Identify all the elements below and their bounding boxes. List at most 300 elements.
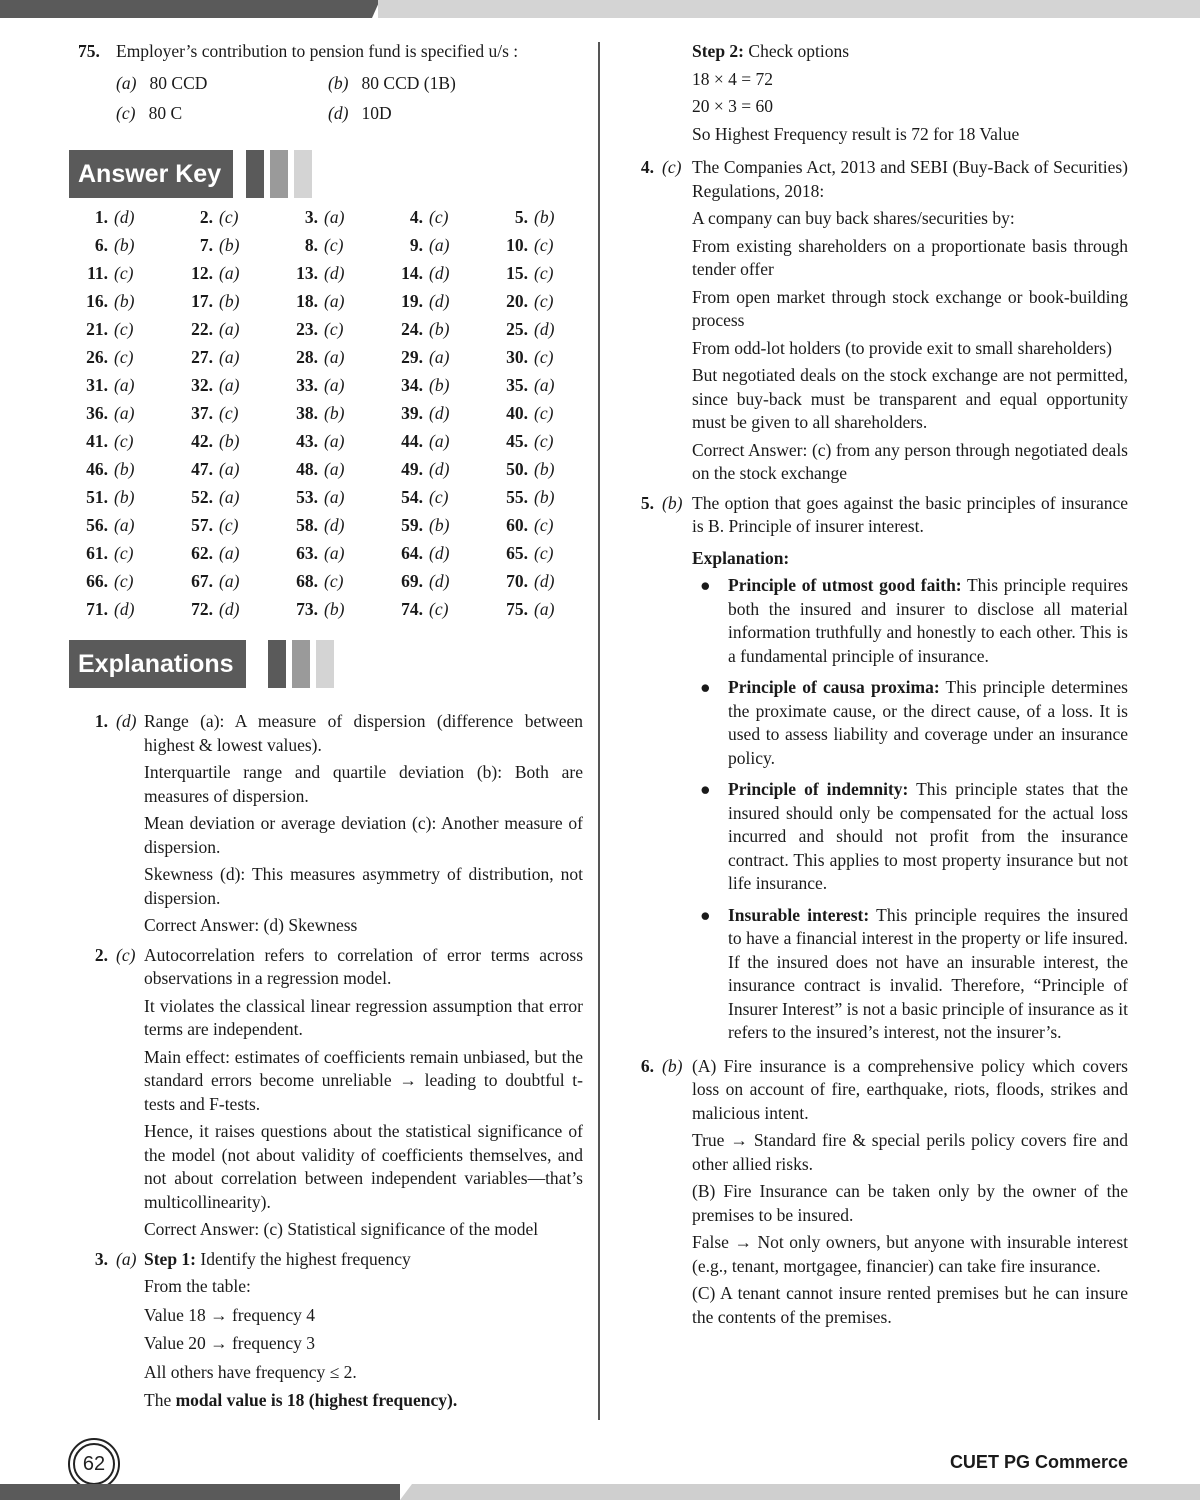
answer-key-letter: (a) — [219, 459, 240, 479]
answer-key-number: 39. — [401, 403, 423, 423]
answer-key-letter: (b) — [114, 487, 135, 507]
column-divider — [598, 42, 600, 1420]
answer-key-table — [78, 206, 568, 626]
answer-key-letter: (d) — [219, 599, 240, 619]
answer-key-number: 13. — [296, 263, 318, 283]
answer-key-cell — [183, 514, 238, 538]
answer-key-cell — [288, 598, 344, 622]
explanation-answer: (a) — [116, 1248, 137, 1269]
answer-key-letter: (c) — [114, 347, 134, 367]
option-a: (a) 80 CCD — [116, 73, 208, 93]
answer-key-cell — [393, 234, 449, 258]
answer-key-number: 50. — [506, 459, 528, 479]
answer-key-number: 47. — [191, 459, 213, 479]
explanation-5 — [636, 492, 1128, 1045]
answer-key-cell — [183, 374, 239, 398]
answer-key-cell — [78, 430, 133, 454]
answer-key-letter: (a) — [324, 487, 345, 507]
explanation-3-continued — [692, 40, 1128, 146]
answer-key-row — [78, 290, 568, 318]
answer-key-cell — [288, 542, 344, 566]
explanation-paragraph: Correct Answer: (c) Statistical significance of the model — [144, 1219, 539, 1239]
answer-key-number: 74. — [401, 599, 423, 619]
answer-key-number: 14. — [401, 263, 423, 283]
answer-key-letter: (c) — [429, 599, 449, 619]
answer-key-title: Answer Key — [69, 150, 233, 198]
answer-key-number: 27. — [191, 347, 213, 367]
answer-key-letter: (b) — [534, 487, 555, 507]
answer-key-cell — [288, 290, 344, 314]
answer-key-cell — [288, 346, 344, 370]
answer-key-letter: (b) — [429, 515, 450, 535]
answer-key-number: 61. — [86, 543, 108, 563]
answer-key-number: 4. — [409, 207, 423, 227]
answer-key-number: 56. — [86, 515, 108, 535]
answer-key-letter: (c) — [534, 263, 554, 283]
explanation-number: 3. — [94, 1248, 108, 1269]
answer-key-number: 6. — [94, 235, 108, 255]
answer-key-cell — [393, 486, 448, 510]
answer-key-number: 65. — [506, 543, 528, 563]
answer-key-letter: (a) — [114, 403, 135, 423]
explanation-paragraph: Interquartile range and quartile deviation (b): Both are measures of dispersion. — [144, 762, 583, 806]
answer-key-number: 62. — [191, 543, 213, 563]
answer-key-cell — [78, 234, 134, 258]
option-b: (b) 80 CCD (1B) — [328, 73, 456, 93]
answer-key-letter: (c) — [114, 543, 134, 563]
answer-key-letter: (c) — [219, 515, 239, 535]
answer-key-letter: (a) — [219, 319, 240, 339]
answer-key-number: 38. — [296, 403, 318, 423]
answer-key-cell — [498, 290, 553, 314]
explanation-3 — [78, 1248, 583, 1413]
explanation-answer: (b) — [662, 1055, 683, 1076]
answer-key-cell — [78, 346, 133, 370]
explanation-paragraph: Skewness (d): This measures asymmetry of distribution, not dispersion. — [144, 864, 583, 908]
header-stripe — [294, 150, 312, 198]
answer-key-cell — [288, 430, 344, 454]
top-bar-dark — [0, 0, 380, 18]
answer-key-number: 22. — [191, 319, 213, 339]
answer-key-row — [78, 262, 568, 290]
answer-key-cell — [393, 542, 449, 566]
answer-key-letter: (b) — [219, 291, 240, 311]
bottom-bar-light — [400, 1484, 1200, 1500]
answer-key-number: 25. — [506, 319, 528, 339]
answer-key-cell — [498, 598, 554, 622]
answer-key-number: 7. — [199, 235, 213, 255]
answer-key-letter: (b) — [429, 375, 450, 395]
answer-key-letter: (a) — [534, 599, 555, 619]
answer-key-number: 28. — [296, 347, 318, 367]
bullet-item: ● Principle of indemnity: This principle states that the insured should only be compensated for the actual loss incurred and should not profit from the insurance contract. This applies to most property insurance but not life insurance. — [700, 779, 1128, 893]
answer-key-cell — [393, 318, 449, 342]
step-1: Step 1: Identify the highest frequency — [144, 1248, 411, 1269]
answer-key-letter: (a) — [429, 347, 450, 367]
answer-key-number: 51. — [86, 487, 108, 507]
answer-key-letter: (a) — [114, 515, 135, 535]
answer-key-letter: (b) — [534, 207, 555, 227]
answer-key-cell — [288, 486, 344, 510]
answer-key-number: 37. — [191, 403, 213, 423]
answer-key-number: 40. — [506, 403, 528, 423]
answer-key-cell — [498, 206, 554, 230]
answer-key-letter: (c) — [534, 431, 554, 451]
explanation-answer: (d) — [116, 711, 137, 731]
explanation-paragraph: From odd-lot holders (to provide exit to small shareholders) — [692, 337, 1112, 358]
answer-key-number: 24. — [401, 319, 423, 339]
answer-key-letter: (a) — [324, 347, 345, 367]
answer-key-number: 48. — [296, 459, 318, 479]
answer-key-letter: (b) — [114, 291, 135, 311]
answer-key-letter: (c) — [534, 347, 554, 367]
answer-key-letter: (d) — [429, 543, 450, 563]
answer-key-row — [78, 514, 568, 542]
answer-key-cell — [78, 514, 134, 538]
explanation-paragraph: Main effect: estimates of coefficients remain unbiased, but the standard errors become unreliable → leading to doubtful t-tests and F-tests. — [144, 1046, 583, 1114]
answer-key-number: 30. — [506, 347, 528, 367]
answer-key-letter: (a) — [219, 263, 240, 283]
answer-key-row — [78, 542, 568, 570]
explanation-paragraph: (A) Fire insurance is a comprehensive policy which covers loss on account of fire, earthquake, riots, floods, strikes and malicious intent. — [692, 1055, 1128, 1123]
answer-key-letter: (a) — [324, 459, 345, 479]
answer-key-cell — [288, 234, 343, 258]
answer-key-cell — [498, 514, 553, 538]
page-number: 62 — [73, 1443, 115, 1485]
answer-key-cell — [498, 374, 554, 398]
step-2: Step 2: Check options — [692, 41, 850, 61]
answer-key-row — [78, 346, 568, 374]
explanation-1 — [78, 710, 583, 938]
answer-key-cell — [183, 262, 239, 286]
answer-key-letter: (b) — [324, 599, 345, 619]
answer-key-number: 70. — [506, 571, 528, 591]
answer-key-cell — [78, 206, 134, 230]
explanation-paragraph: Correct Answer: (d) Skewness — [144, 915, 358, 935]
explanation-paragraph: False → Not only owners, but anyone with insurable interest (e.g., tenant, mortgagee, financier) can take fire insurance. — [692, 1232, 1128, 1276]
answer-key-letter: (d) — [429, 459, 450, 479]
answer-key-number: 46. — [86, 459, 108, 479]
answer-key-cell — [288, 262, 344, 286]
explanation-paragraph: Correct Answer: (c) from any person through negotiated deals on the stock exchange — [692, 439, 1128, 483]
answer-key-cell — [393, 598, 448, 622]
answer-key-number: 2. — [199, 207, 213, 227]
answer-key-row — [78, 458, 568, 486]
answer-key-cell — [288, 570, 343, 594]
option-c: (c) 80 C — [116, 103, 183, 123]
answer-key-cell — [498, 262, 553, 286]
answer-key-letter: (b) — [219, 235, 240, 255]
explanation-paragraph: (B) Fire Insurance can be taken only by the owner of the premises to be insured. — [692, 1181, 1128, 1225]
answer-key-number: 58. — [296, 515, 318, 535]
explanation-paragraph: So Highest Frequency result is 72 for 18 Value — [692, 123, 1020, 144]
answer-key-letter: (c) — [114, 571, 134, 591]
answer-key-number: 71. — [86, 599, 108, 619]
answer-key-number: 42. — [191, 431, 213, 451]
answer-key-cell — [393, 430, 449, 454]
answer-key-number: 49. — [401, 459, 423, 479]
answer-key-letter: (c) — [114, 431, 134, 451]
answer-key-letter: (a) — [324, 207, 345, 227]
question-75 — [78, 40, 583, 136]
answer-key-letter: (a) — [219, 487, 240, 507]
answer-key-number: 67. — [191, 571, 213, 591]
answer-key-letter: (a) — [324, 431, 345, 451]
answer-key-cell — [183, 402, 238, 426]
explanation-number: 6. — [640, 1055, 654, 1076]
answer-key-letter: (c) — [324, 319, 344, 339]
answer-key-letter: (c) — [534, 403, 554, 423]
answer-key-row — [78, 318, 568, 346]
answer-key-cell — [393, 206, 448, 230]
answer-key-number: 31. — [86, 375, 108, 395]
answer-key-cell — [78, 570, 133, 594]
explanation-paragraph: 20 × 3 = 60 — [692, 96, 773, 116]
answer-key-letter: (c) — [219, 403, 239, 423]
answer-key-number: 52. — [191, 487, 213, 507]
answer-key-cell — [498, 486, 554, 510]
answer-key-letter: (c) — [219, 207, 239, 227]
answer-key-number: 5. — [514, 207, 528, 227]
answer-key-cell — [183, 206, 238, 230]
bullet-item: ● Principle of causa proxima: This principle determines the proximate cause, or the direct cause, of a loss. It is used to assess liability and coverage under an insurance policy. — [700, 677, 1128, 768]
answer-key-cell — [393, 402, 449, 426]
answer-key-number: 59. — [401, 515, 423, 535]
bullet-item: ● Insurable interest: This principle requires the insured to have a financial interest in the property or life insured. If the insured does not have an insurable interest, the insurance contract is invalid. Therefore, “Principle of Insurer Interest” is not a basic principle of insurance as it refers to the insured’s interest, not the insurer’s. — [700, 904, 1128, 1042]
header-stripe — [246, 150, 264, 198]
header-stripe — [316, 640, 334, 688]
answer-key-letter: (d) — [429, 403, 450, 423]
answer-key-letter: (c) — [114, 319, 134, 339]
answer-key-cell — [393, 458, 449, 482]
explanation-number: 4. — [640, 157, 654, 177]
answer-key-number: 35. — [506, 375, 528, 395]
answer-key-number: 36. — [86, 403, 108, 423]
answer-key-cell — [393, 262, 449, 286]
explanation-4 — [636, 156, 1128, 486]
answer-key-number: 33. — [296, 375, 318, 395]
explanation-paragraph: From existing shareholders on a proportionate basis through tender offer — [692, 235, 1128, 279]
explanation-paragraph: Value 18 → frequency 4 — [144, 1304, 316, 1325]
answer-key-cell — [183, 542, 239, 566]
answer-key-number: 75. — [506, 599, 528, 619]
answer-key-letter: (b) — [534, 459, 555, 479]
answer-key-letter: (a) — [219, 375, 240, 395]
explanation-answer: (b) — [662, 492, 683, 513]
answer-key-number: 64. — [401, 543, 423, 563]
answer-key-cell — [183, 430, 239, 454]
answer-key-number: 10. — [506, 235, 528, 255]
answer-key-letter: (a) — [219, 571, 240, 591]
explanation-paragraph: The option that goes against the basic principles of insurance is B. Principle of insurer interest. — [692, 492, 1128, 536]
answer-key-letter: (a) — [324, 543, 345, 563]
answer-key-letter: (c) — [324, 571, 344, 591]
answer-key-letter: (d) — [429, 571, 450, 591]
answer-key-cell — [393, 374, 449, 398]
explanation-paragraph: All others have frequency ≤ 2. — [144, 1361, 357, 1382]
answer-key-number: 18. — [296, 291, 318, 311]
bottom-bar-dark — [0, 1484, 400, 1500]
answer-key-letter: (a) — [114, 375, 135, 395]
answer-key-number: 54. — [401, 487, 423, 507]
explanation-number: 5. — [640, 492, 654, 513]
answer-key-number: 44. — [401, 431, 423, 451]
answer-key-cell — [393, 346, 449, 370]
answer-key-letter: (b) — [114, 459, 135, 479]
answer-key-number: 69. — [401, 571, 423, 591]
answer-key-letter: (a) — [429, 431, 450, 451]
answer-key-row — [78, 374, 568, 402]
answer-key-letter: (c) — [534, 235, 554, 255]
question-number: 75. — [78, 41, 100, 61]
answer-key-letter: (b) — [429, 319, 450, 339]
answer-key-letter: (c) — [534, 291, 554, 311]
answer-key-number: 57. — [191, 515, 213, 535]
answer-key-cell — [183, 346, 239, 370]
explanation-paragraph: From open market through stock exchange or book-building process — [692, 286, 1128, 330]
explanation-2 — [78, 944, 583, 1242]
answer-key-number: 73. — [296, 599, 318, 619]
explanation-answer: (c) — [662, 157, 682, 177]
answer-key-cell — [78, 542, 133, 566]
answer-key-letter: (d) — [114, 599, 135, 619]
answer-key-row — [78, 234, 568, 262]
explanation-6 — [636, 1055, 1128, 1330]
answer-key-cell — [183, 486, 239, 510]
answer-key-number: 11. — [87, 263, 108, 283]
answer-key-cell — [498, 458, 554, 482]
answer-key-cell — [393, 514, 449, 538]
explanation-paragraph: True → Standard fire & special perils policy covers fire and other allied risks. — [692, 1130, 1128, 1174]
answer-key-cell — [78, 458, 134, 482]
answer-key-number: 23. — [296, 319, 318, 339]
option-d: (d) 10D — [328, 103, 392, 123]
answer-key-cell — [288, 458, 344, 482]
answer-key-letter: (d) — [429, 263, 450, 283]
answer-key-cell — [498, 346, 553, 370]
answer-key-number: 15. — [506, 263, 528, 283]
explanation-paragraph: A company can buy back shares/securities by: — [692, 208, 1015, 228]
answer-key-cell — [498, 570, 554, 594]
answer-key-letter: (a) — [219, 347, 240, 367]
answer-key-cell — [183, 290, 239, 314]
answer-key-cell — [78, 598, 134, 622]
answer-key-number: 1. — [94, 207, 108, 227]
answer-key-cell — [78, 318, 133, 342]
page-number-badge — [68, 1438, 120, 1490]
answer-key-letter: (c) — [324, 235, 344, 255]
answer-key-cell — [78, 486, 134, 510]
header-stripe — [292, 640, 310, 688]
answer-key-cell — [288, 514, 344, 538]
modal-value: The modal value is 18 (highest frequency). — [144, 1390, 458, 1410]
answer-key-cell — [183, 318, 239, 342]
explanation-paragraph: Autocorrelation refers to correlation of error terms across observations in a regression model. — [144, 944, 583, 988]
explanation-number: 1. — [94, 711, 108, 731]
answer-key-cell — [498, 234, 553, 258]
answer-key-letter: (a) — [324, 291, 345, 311]
answer-key-letter: (d) — [324, 515, 345, 535]
top-bar-light — [378, 0, 1200, 18]
answer-key-cell — [183, 458, 239, 482]
answer-key-cell — [288, 374, 344, 398]
answer-key-cell — [78, 262, 133, 286]
answer-key-number: 55. — [506, 487, 528, 507]
answer-key-header — [78, 150, 583, 202]
answer-key-number: 19. — [401, 291, 423, 311]
right-column — [636, 40, 1128, 1335]
answer-key-row — [78, 402, 568, 430]
answer-key-cell — [498, 542, 553, 566]
answer-key-row — [78, 486, 568, 514]
answer-key-letter: (d) — [429, 291, 450, 311]
answer-key-row — [78, 430, 568, 458]
explanations-header — [78, 640, 583, 692]
explanation-answer: (c) — [116, 944, 136, 965]
answer-key-cell — [288, 318, 343, 342]
answer-key-number: 34. — [401, 375, 423, 395]
header-stripe — [268, 640, 286, 688]
answer-key-cell — [498, 402, 553, 426]
explanation-paragraph: Mean deviation or average deviation (c): Another measure of dispersion. — [144, 813, 583, 857]
answer-key-number: 66. — [86, 571, 108, 591]
explanation-paragraph: Hence, it raises questions about the statistical significance of the model (not about validity of coefficients themselves, and not about correlation between independent variables—that’s multicollinearity). — [144, 1121, 583, 1212]
explanation-paragraph: 18 × 4 = 72 — [692, 68, 773, 89]
answer-key-number: 21. — [86, 319, 108, 339]
answer-key-number: 3. — [304, 207, 318, 227]
answer-key-cell — [498, 430, 553, 454]
answer-key-number: 8. — [304, 235, 318, 255]
answer-key-row — [78, 570, 568, 598]
bullet-item: ● Principle of utmost good faith: This principle requires both the insured and insurer to disclose all material information truthfully and honestly to each other. This is a fundamental principle of insurance. — [700, 575, 1128, 666]
answer-key-number: 16. — [86, 291, 108, 311]
explanations-title: Explanations — [69, 640, 246, 688]
explanation-paragraph: It violates the classical linear regression assumption that error terms are independent. — [144, 995, 583, 1039]
answer-key-cell — [183, 570, 239, 594]
answer-key-number: 45. — [506, 431, 528, 451]
answer-key-letter: (a) — [429, 235, 450, 255]
answer-key-number: 53. — [296, 487, 318, 507]
answer-key-number: 43. — [296, 431, 318, 451]
answer-key-cell — [288, 206, 344, 230]
answer-key-letter: (c) — [534, 543, 554, 563]
answer-key-number: 17. — [191, 291, 213, 311]
answer-key-letter: (c) — [114, 263, 134, 283]
answer-key-letter: (a) — [324, 375, 345, 395]
answer-key-letter: (d) — [534, 571, 555, 591]
question-stem: Employer’s contribution to pension fund is specified u/s : — [116, 41, 519, 61]
answer-key-letter: (d) — [114, 207, 135, 227]
footer-title: CUET PG Commerce — [949, 1452, 1128, 1472]
answer-key-number: 12. — [191, 263, 213, 283]
answer-key-letter: (b) — [114, 235, 135, 255]
answer-key-cell — [498, 318, 554, 342]
answer-key-number: 29. — [401, 347, 423, 367]
explanation-number: 2. — [94, 944, 108, 965]
answer-key-cell — [393, 570, 449, 594]
answer-key-number: 60. — [506, 515, 528, 535]
answer-key-number: 72. — [191, 599, 213, 619]
answer-key-letter: (c) — [429, 487, 449, 507]
answer-key-letter: (b) — [219, 431, 240, 451]
answer-key-letter: (a) — [219, 543, 240, 563]
explanation-paragraph: From the table: — [144, 1276, 251, 1296]
explanation-subheading: Explanation: — [692, 547, 790, 568]
answer-key-cell — [78, 402, 134, 426]
answer-key-letter: (b) — [324, 403, 345, 423]
explanation-paragraph: The Companies Act, 2013 and SEBI (Buy-Back of Securities) Regulations, 2018: — [692, 157, 1128, 201]
header-stripe — [270, 150, 288, 198]
